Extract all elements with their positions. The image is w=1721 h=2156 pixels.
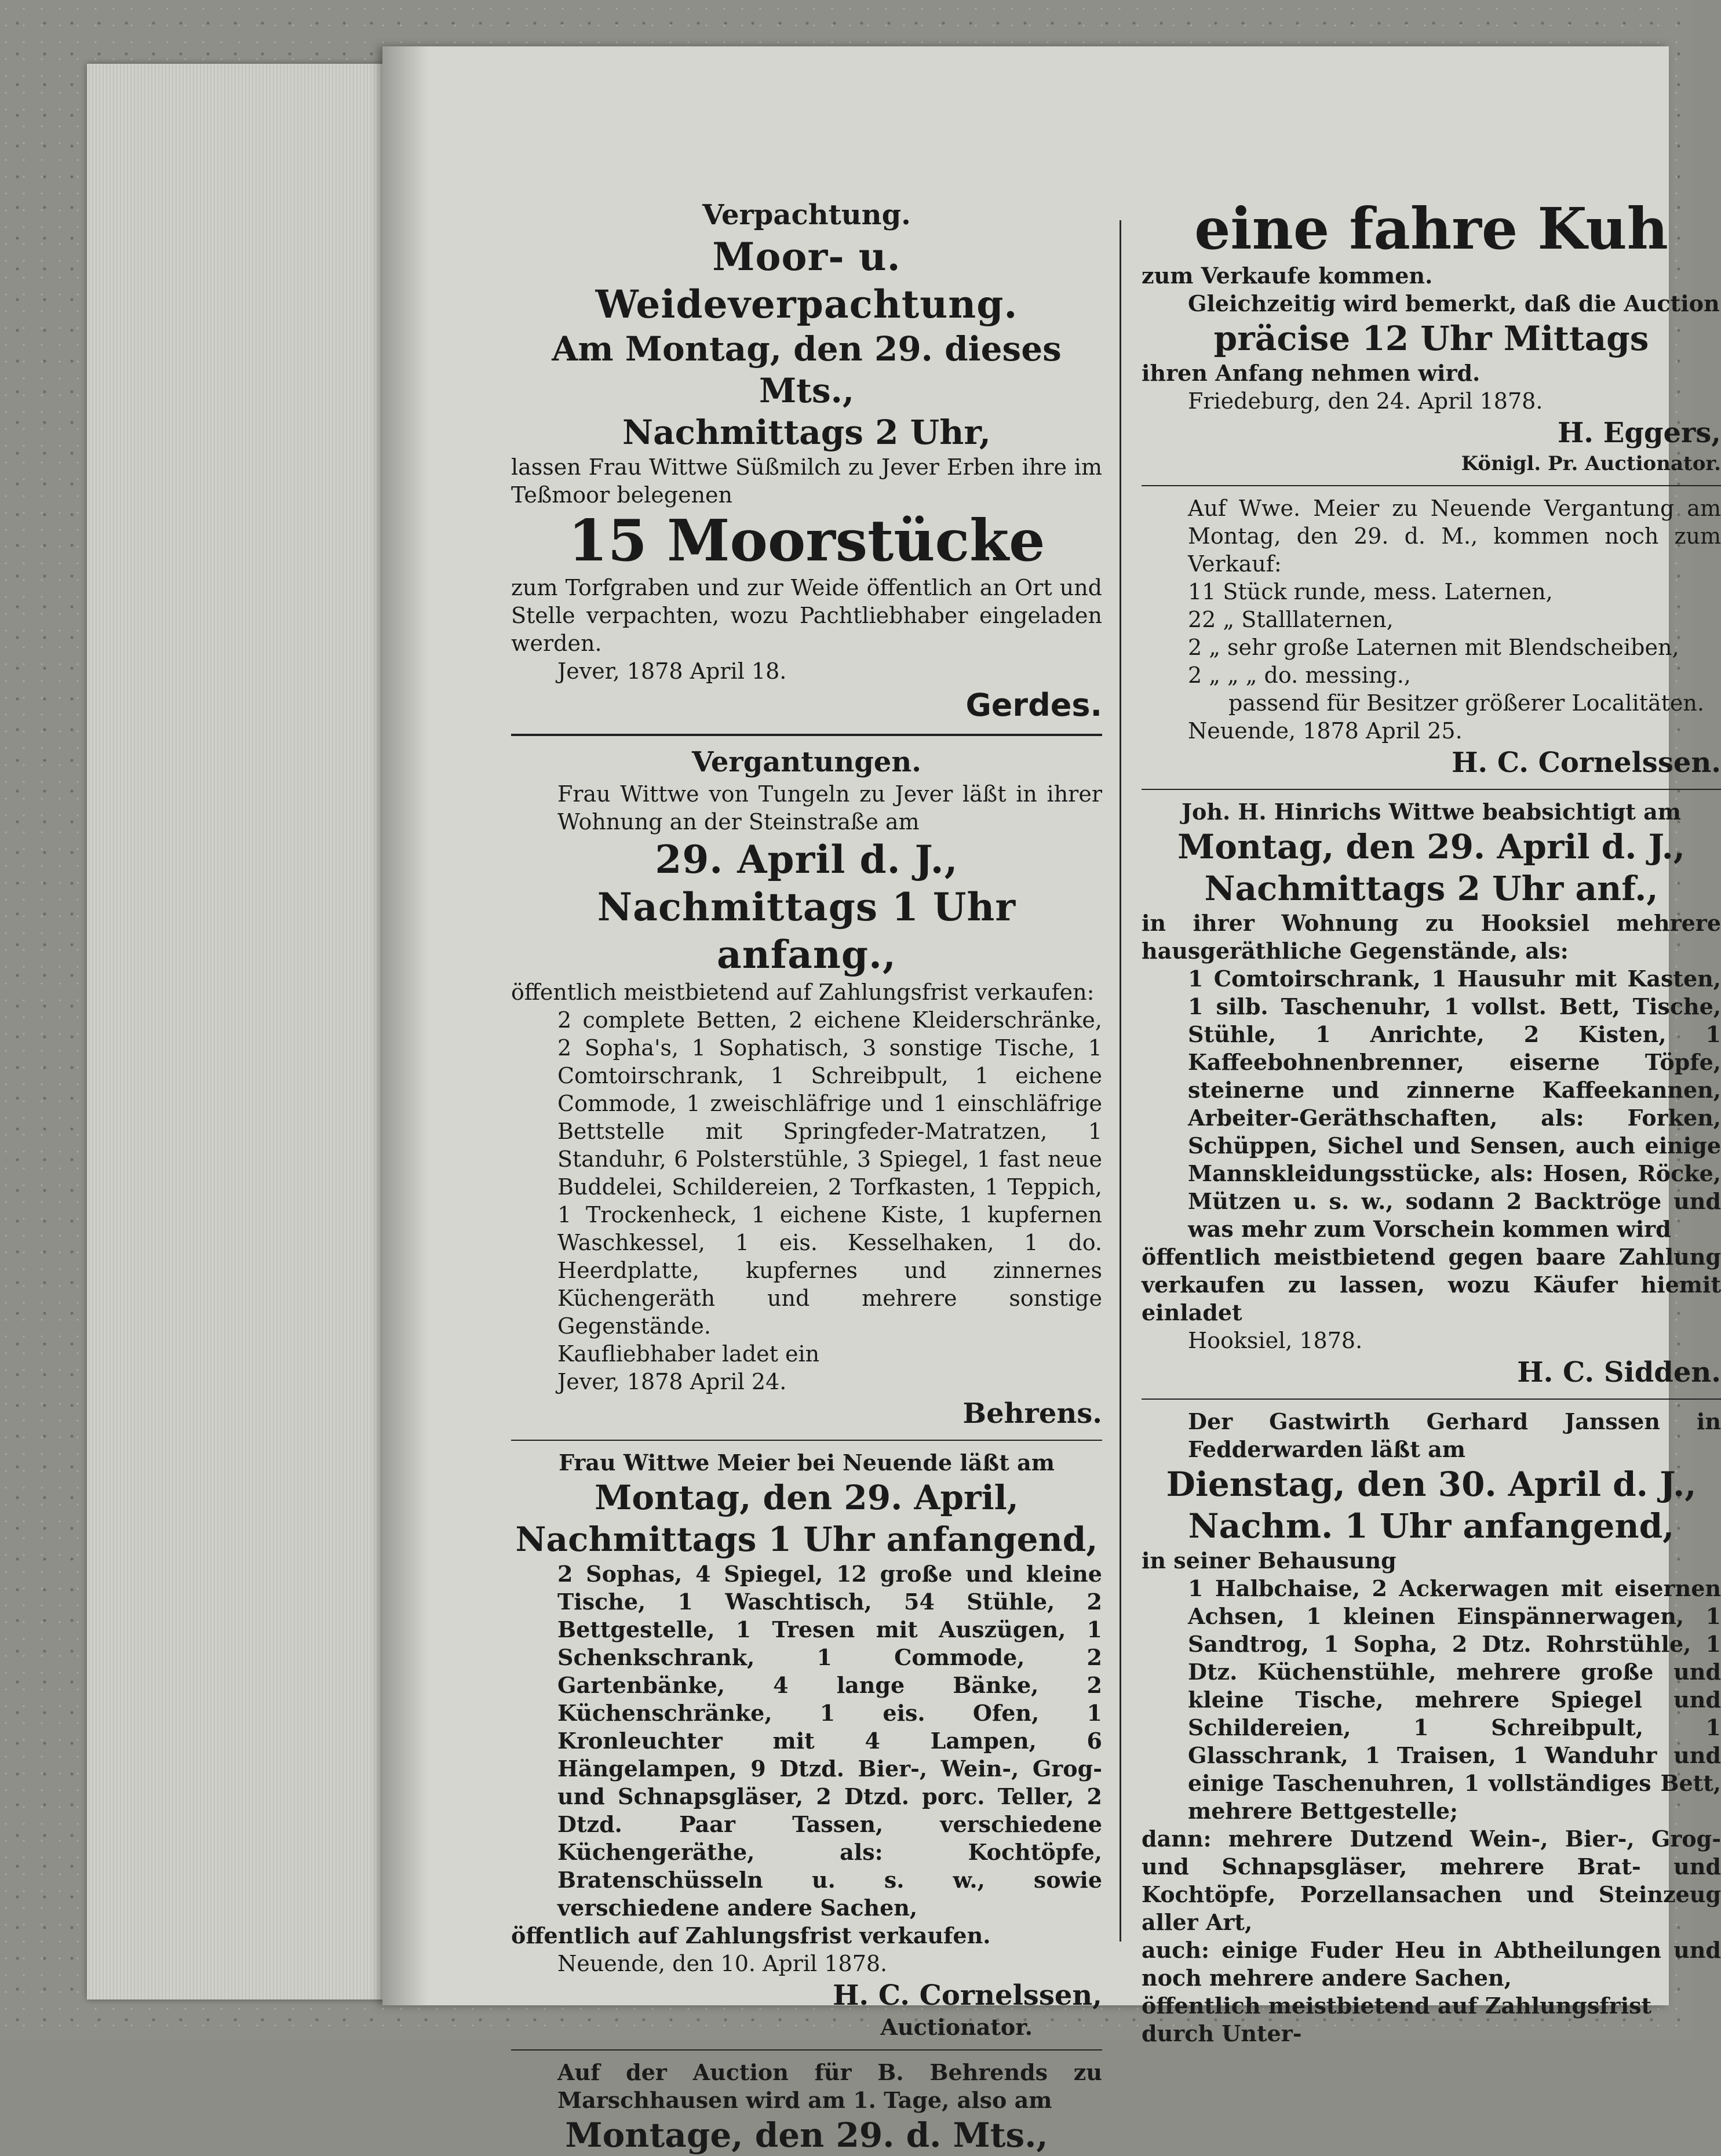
ad-line: 2 „ „ „ do. messing.,	[1188, 662, 1411, 688]
ad-auch: auch: einige Fuder Heu in Abtheilungen und noch mehrere andere Sachen,	[1142, 1937, 1721, 1991]
ad-items: 2 complete Betten, 2 eichene Kleiderschränke, 2 Sopha's, 1 Sophatisch, 3 sonstige Tische, 1 Comtoirschrank, 1 Schreibpult, 1 eichene Commode, 1 zweischläfrige und 1 einschläfrige Bettstelle mit Springfeder-Matratzen, 1 Standuhr, 6 Polsterstühle, 3 Spiegel, 1 fast neue Buddelei, Schildereien, 2 Torfkasten, 1 Teppich, 1 Trockenheck, 1 eichene Kiste, 1 kupfernen Waschkessel, 1 eis. Kesselhaken, 1 do. Heerdplatte, kupfernes und zinnernes Küchengeräth und mehrere sonstige Gegenstände.	[557, 1007, 1102, 1339]
gutter-shadow	[382, 46, 429, 2005]
ad-heading: Vergantungen.	[692, 746, 921, 778]
newspaper-page	[382, 46, 1721, 2155]
ad-time: Nachmittags 1 Uhr anfangend,	[515, 1520, 1098, 1559]
divider	[511, 734, 1102, 736]
ad-time: Nachmittags 2 Uhr,	[622, 413, 991, 452]
ad-body: öffentlich meistbietend auf Zahlungsfrist durch Unter-	[1142, 1993, 1652, 2046]
ad-intro: Der Gastwirth Gerhard Janssen in Fedderwarden läßt am	[1188, 1408, 1721, 1462]
column-divider	[1120, 220, 1121, 1942]
divider	[1142, 789, 1721, 790]
ad-title: Moor- u. Weideverpachtung.	[595, 234, 1018, 327]
right-column	[1142, 197, 1721, 2048]
ad-body: Auf Wwe. Meier zu Neuende Vergantung am Montag, den 29. d. M., kommen noch zum Verkauf:	[1188, 496, 1721, 577]
ad-body: öffentlich meistbietend gegen baare Zahlung verkaufen zu lassen, wozu Käufer hiemit einladet	[1142, 1244, 1721, 1325]
ad-body: Auf der Auction für B. Behrends zu Marschhausen wird am 1. Tage, also am	[557, 2059, 1102, 2113]
ad-date: Montag, den 29. April d. J.,	[1177, 827, 1685, 866]
ad-place-date: Jever, 1878 April 18.	[557, 658, 787, 684]
ad-body: in ihrer Wohnung zu Hooksiel mehrere hausgeräthliche Gegenstände, als:	[1142, 910, 1721, 964]
ad-hinrichs-hooksiel	[1142, 798, 1721, 1390]
ad-time: Nachmittags 1 Uhr anfang.,	[597, 884, 1016, 977]
ad-big-text: eine fahre Kuh	[1194, 196, 1668, 263]
ad-body: Gleichzeitig wird bemerkt, daß die Auction	[1188, 290, 1720, 316]
ad-items: 1 Comtoirschrank, 1 Hausuhr mit Kasten, 1 silb. Taschenuhr, 1 vollst. Bett, Tische, Stühle, 1 Anrichte, 2 Kisten, 1 Kaffeebohnenbrenner, eiserne Töpfe, steinerne und zinnerne Kaffeekannen, Arbeiter-Geräthschaften, als: Forken, Schüppen, Sichel und Sensen, auch einige Mannskleidungsstücke, als: Hosen, Röcke, Mützen u. s. w., sodann 2 Backtröge und was mehr zum Vorschein kommen wird	[1188, 966, 1721, 1242]
ad-vergantung-tungeln	[511, 744, 1102, 1432]
ad-line: 2 „ sehr große Laternen mit Blendscheiben,	[1188, 635, 1679, 660]
ad-time: präcise 12 Uhr Mittags	[1213, 319, 1649, 358]
ad-body: öffentlich auf Zahlungsfrist verkaufen.	[511, 1922, 991, 1949]
ad-date: Dienstag, den 30. April d. J.,	[1166, 1465, 1697, 1504]
ad-place-date: Jever, 1878 April 24.	[557, 1369, 787, 1394]
ad-body: öffentlich meistbietend auf Zahlungsfrist verkaufen:	[511, 979, 1095, 1005]
ad-body: Frau Wittwe von Tungeln zu Jever läßt in ihrer Wohnung an der Steinstraße am	[557, 781, 1102, 835]
ad-place-date: Friedeburg, den 24. April 1878.	[1188, 388, 1543, 414]
divider	[1142, 1399, 1721, 1400]
ad-date: Montag, den 29. April,	[595, 1478, 1019, 1517]
ad-line: 22 „ Stalllaternen,	[1188, 607, 1394, 632]
ad-janssen-fedderwarden	[1142, 1408, 1721, 2048]
ad-neuende-laternen	[1142, 494, 1721, 781]
ad-place-date: Neuende, 1878 April 25.	[1188, 718, 1463, 744]
ad-role: Königl. Pr. Auctionator.	[1461, 452, 1721, 475]
ad-heading: Verpachtung.	[702, 199, 911, 231]
divider	[511, 1440, 1102, 1441]
ad-moor-weideverpachtung	[511, 197, 1102, 726]
ad-signature: H. Eggers,	[1557, 417, 1721, 449]
ad-wittwe-meier	[511, 1449, 1102, 2041]
ad-role: Auctionator.	[880, 2014, 1033, 2040]
book-page-edges	[87, 64, 400, 2000]
ad-signature: H. C. Cornelssen,	[833, 1979, 1102, 2012]
ad-signature: H. C. Sidden.	[1517, 1356, 1721, 1389]
ad-signature: H. C. Cornelssen.	[1452, 746, 1721, 779]
ad-items: 1 Halbchaise, 2 Ackerwagen mit eisernen Achsen, 1 kleinen Einspännerwagen, 1 Sandtrog, 1 Sopha, 2 Dtz. Rohrstühle, 1 Dtz. Küchenstühle, mehrere große und kleine Tische, mehrere Spiegel und Schildereien, 1 Schreibpult, 1 Glasschrank, 1 Traisen, 1 Wanduhr und einige Taschenuhren, 1 vollständiges Bett, mehrere Bettgestelle;	[1188, 1575, 1721, 1824]
left-column	[511, 197, 1102, 2156]
ad-time: Nachmittags 2 Uhr anf.,	[1204, 869, 1658, 908]
ad-time: Nachm. 1 Uhr anfangend,	[1188, 1506, 1675, 1546]
ad-date: 29. April d. J.,	[655, 837, 958, 882]
ad-intro: Joh. H. Hinrichs Wittwe beabsichtigt am	[1182, 799, 1681, 825]
ad-big-text: 15 Moorstücke	[568, 508, 1045, 574]
ad-place-date: Hooksiel, 1878.	[1188, 1328, 1363, 1353]
ad-intro: Frau Wittwe Meier bei Neuende läßt am	[559, 1450, 1055, 1476]
divider	[511, 2049, 1102, 2051]
ad-body: zum Torfgraben und zur Weide öffentlich an Ort und Stelle verpachten, wozu Pachtliebhaber eingeladen werden.	[511, 575, 1102, 656]
ad-signature: Behrens.	[962, 1397, 1102, 1430]
ad-behrends-auction	[511, 2059, 1102, 2156]
ad-invite: Kaufliebhaber ladet ein	[557, 1341, 820, 1367]
ad-body: ihren Anfang nehmen wird.	[1142, 360, 1481, 386]
ad-date: Montage, den 29. d. Mts.,	[565, 2115, 1048, 2155]
ad-line: 11 Stück runde, mess. Laternen,	[1188, 579, 1553, 604]
ad-dann: dann: mehrere Dutzend Wein-, Bier-, Grog- und Schnapsgläser, mehrere Brat- und Kochtöpfe, Porzellansachen und Steinzeug aller Art,	[1142, 1826, 1721, 1935]
ad-body: zum Verkaufe kommen.	[1142, 263, 1433, 289]
ad-items: 2 Sophas, 4 Spiegel, 12 große und kleine Tische, 1 Waschtisch, 54 Stühle, 2 Bettgestelle, 1 Tresen mit Auszügen, 1 Schenkschrank, 1 Commode, 2 Gartenbänke, 4 lange Bänke, 2 Küchenschränke, 1 eis. Ofen, 1 Kronleuchter mit 4 Lampen, 6 Hängelampen, 9 Dtzd. Bier-, Wein-, Grog- und Schnapsgläser, 2 Dtzd. porc. Teller, 2 Dtzd. Paar Tassen, verschiedene Küchengeräthe, als: Kochtöpfe, Bratenschüsseln u. s. w., sowie verschiedene andere Sachen,	[557, 1561, 1102, 1921]
ad-body: passend für Besitzer größerer Localitäten.	[1228, 690, 1704, 716]
ad-body: lassen Frau Wittwe Süßmilch zu Jever Erben ihre im Teßmoor belegenen	[511, 454, 1102, 508]
divider	[1142, 485, 1721, 486]
ad-eggers-kuh	[1142, 197, 1721, 477]
ad-date: Am Montag, den 29. dieses Mts.,	[552, 329, 1062, 410]
ad-body: in seiner Behausung	[1142, 1547, 1397, 1574]
ad-place-date: Neuende, den 10. April 1878.	[557, 1951, 888, 1976]
ad-signature: Gerdes.	[965, 687, 1102, 723]
